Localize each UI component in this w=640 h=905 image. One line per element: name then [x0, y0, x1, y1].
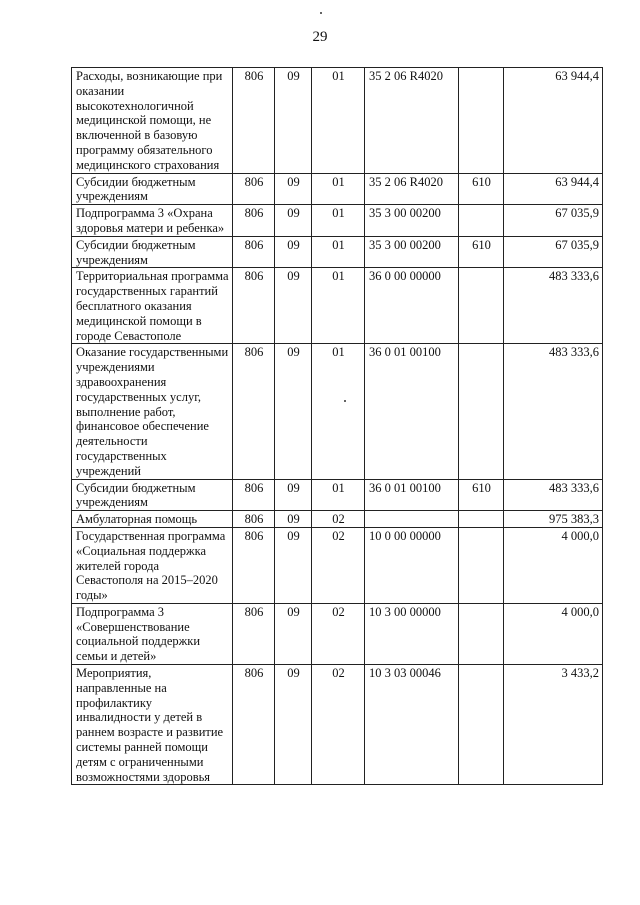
cell-ministry: 806 [233, 173, 275, 205]
cell-target-article [365, 511, 459, 528]
cell-section: 09 [275, 236, 312, 268]
cell-amount: 63 944,4 [504, 68, 603, 174]
cell-expense-type: 610 [459, 236, 504, 268]
cell-section: 09 [275, 511, 312, 528]
cell-subsection: 02 [312, 665, 365, 785]
cell-target-article: 10 0 00 00000 [365, 527, 459, 603]
cell-target-article: 36 0 00 00000 [365, 268, 459, 344]
cell-subsection: 01 [312, 268, 365, 344]
cell-subsection: 01 [312, 173, 365, 205]
cell-ministry: 806 [233, 68, 275, 174]
cell-target-article: 35 2 06 R4020 [365, 173, 459, 205]
cell-ministry: 806 [233, 511, 275, 528]
cell-section: 09 [275, 527, 312, 603]
cell-section: 09 [275, 268, 312, 344]
cell-expense-type [459, 205, 504, 237]
cell-subsection: 02 [312, 527, 365, 603]
cell-subsection: 01 [312, 68, 365, 174]
cell-expense-type [459, 344, 504, 479]
cell-target-article: 10 3 00 00000 [365, 603, 459, 664]
cell-amount: 975 383,3 [504, 511, 603, 528]
cell-amount: 483 333,6 [504, 479, 603, 511]
table-row [72, 68, 603, 174]
cell-amount: 4 000,0 [504, 603, 603, 664]
cell-amount: 483 333,6 [504, 344, 603, 479]
cell-subsection: 01 [312, 205, 365, 237]
cell-amount: 67 035,9 [504, 205, 603, 237]
table-row [72, 511, 603, 528]
table-row [72, 236, 603, 268]
cell-ministry: 806 [233, 479, 275, 511]
cell-target-article: 36 0 01 00100 [365, 479, 459, 511]
cell-name: Субсидии бюджетным учреждениям [72, 173, 233, 205]
cell-expense-type [459, 268, 504, 344]
scan-speck [344, 400, 346, 402]
cell-expense-type [459, 68, 504, 174]
cell-subsection: 01 [312, 344, 365, 479]
cell-expense-type [459, 527, 504, 603]
cell-subsection: 02 [312, 511, 365, 528]
scan-speck [320, 12, 322, 14]
cell-amount: 4 000,0 [504, 527, 603, 603]
table-row [72, 344, 603, 479]
budget-table [71, 67, 603, 785]
cell-section: 09 [275, 68, 312, 174]
cell-name: Мероприятия, направленные на профилактику инвалидности у детей в раннем возрасте и развитие системы ранней помощи детям с ограниченными возможностями здоровья [72, 665, 233, 785]
cell-section: 09 [275, 665, 312, 785]
cell-target-article: 35 3 00 00200 [365, 236, 459, 268]
cell-ministry: 806 [233, 527, 275, 603]
cell-ministry: 806 [233, 205, 275, 237]
cell-subsection: 01 [312, 236, 365, 268]
table-row [72, 205, 603, 237]
cell-expense-type: 610 [459, 479, 504, 511]
table-row [72, 479, 603, 511]
cell-target-article: 35 2 06 R4020 [365, 68, 459, 174]
cell-name: Расходы, возникающие при оказании высокотехнологичной медицинской помощи, не включенной в базовую программу обязательного медицинского страхования [72, 68, 233, 174]
cell-amount: 3 433,2 [504, 665, 603, 785]
cell-name: Амбулаторная помощь [72, 511, 233, 528]
cell-expense-type [459, 603, 504, 664]
cell-section: 09 [275, 205, 312, 237]
cell-amount: 483 333,6 [504, 268, 603, 344]
table-row [72, 527, 603, 603]
cell-subsection: 02 [312, 603, 365, 664]
cell-name: Подпрограмма 3 «Охрана здоровья матери и ребенка» [72, 205, 233, 237]
table-row [72, 173, 603, 205]
cell-name: Подпрограмма 3 «Совершенствование социальной поддержки семьи и детей» [72, 603, 233, 664]
cell-expense-type [459, 511, 504, 528]
cell-ministry: 806 [233, 665, 275, 785]
table-row [72, 268, 603, 344]
cell-ministry: 806 [233, 603, 275, 664]
cell-name: Территориальная программа государственных гарантий бесплатного оказания медицинской помощи в городе Севастополе [72, 268, 233, 344]
cell-subsection: 01 [312, 479, 365, 511]
cell-section: 09 [275, 344, 312, 479]
cell-ministry: 806 [233, 344, 275, 479]
cell-target-article: 10 3 03 00046 [365, 665, 459, 785]
cell-name: Государственная программа «Социальная поддержка жителей города Севастополя на 2015–2020 годы» [72, 527, 233, 603]
cell-amount: 67 035,9 [504, 236, 603, 268]
table-row [72, 603, 603, 664]
page-number: 29 [312, 29, 328, 45]
cell-target-article: 36 0 01 00100 [365, 344, 459, 479]
cell-name: Субсидии бюджетным учреждениям [72, 479, 233, 511]
cell-expense-type: 610 [459, 173, 504, 205]
cell-ministry: 806 [233, 268, 275, 344]
cell-amount: 63 944,4 [504, 173, 603, 205]
table-row [72, 665, 603, 785]
cell-expense-type [459, 665, 504, 785]
cell-section: 09 [275, 603, 312, 664]
cell-section: 09 [275, 479, 312, 511]
cell-target-article: 35 3 00 00200 [365, 205, 459, 237]
cell-name: Субсидии бюджетным учреждениям [72, 236, 233, 268]
cell-section: 09 [275, 173, 312, 205]
cell-ministry: 806 [233, 236, 275, 268]
cell-name: Оказание государственными учреждениями здравоохранения государственных услуг, выполнение работ, финансовое обеспечение деятельности государственных учреждений [72, 344, 233, 479]
